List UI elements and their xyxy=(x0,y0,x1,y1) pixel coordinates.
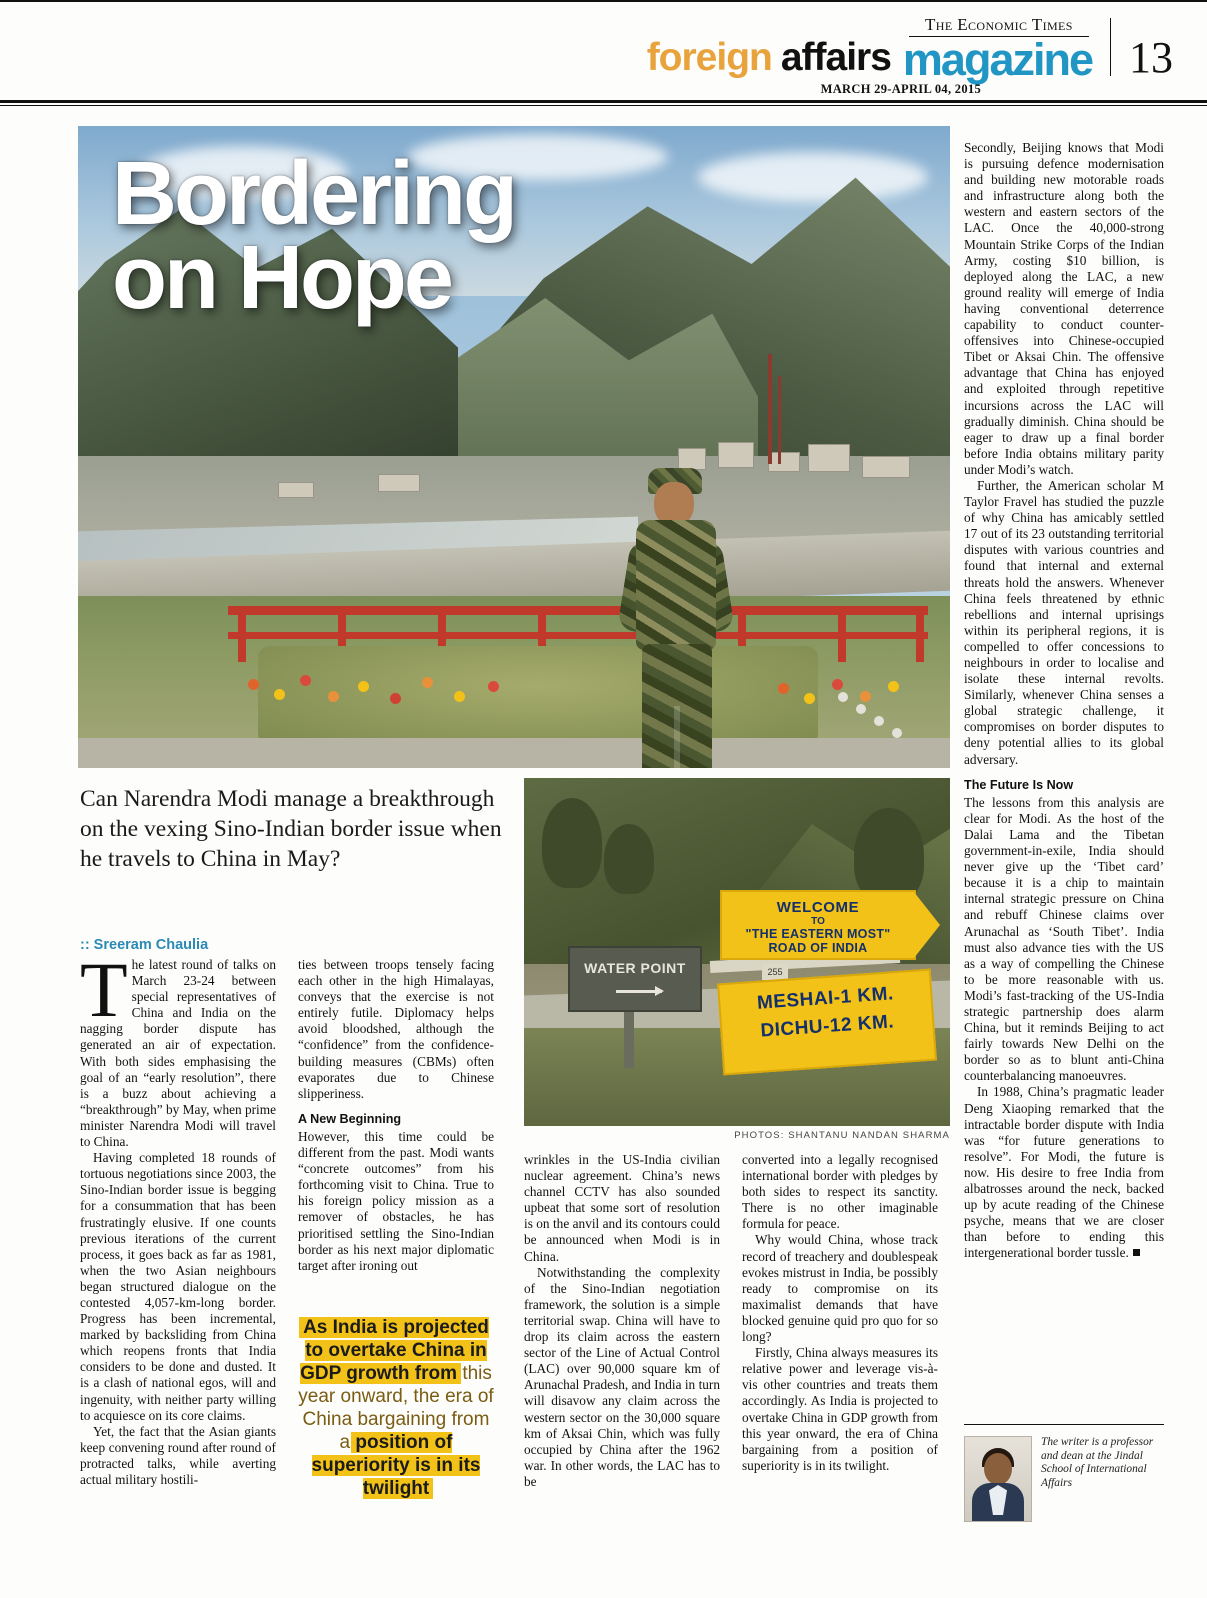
article-title xyxy=(112,144,516,328)
page-number: 13 xyxy=(1129,33,1173,82)
welcome-sign xyxy=(720,890,916,960)
paragraph: ties between troops tensely facing each other in the high Himalayas, conveys that the exercise is not entirely futile. Diplomacy helps avoid bloodshed, although the “confidence” from the confidence-building measures (CBMs) often evaporates due to Chinese slipperiness. xyxy=(298,957,494,1101)
paragraph: wrinkles in the US-India civilian nuclear agreement. China’s news channel CCTV has also sounded upbeat that some sort of resolution is on the anvil and its contours could be announced when Modi is in China. xyxy=(524,1152,720,1264)
photo-credit: PHOTOS: SHANTANU NANDAN SHARMA xyxy=(734,1130,950,1141)
body-column-2 xyxy=(298,957,494,1274)
issue-date: MARCH 29-APRIL 04, 2015 xyxy=(820,82,981,96)
building xyxy=(862,456,910,478)
subheading-a-new-beginning: A New Beginning xyxy=(298,1111,402,1126)
sign-post xyxy=(624,1008,634,1068)
subheading-the-future-is-now: The Future Is Now xyxy=(964,777,1074,792)
soldier-torso xyxy=(636,520,716,650)
masthead-logo-group xyxy=(646,15,1173,85)
end-mark xyxy=(1133,1249,1140,1256)
masthead-top-rule xyxy=(0,0,1207,2)
byline: :: Sreeram Chaulia xyxy=(80,937,209,953)
paragraph: Yet, the fact that the Asian giants keep convening round after round of protracted talks, while averting actual military hostili- xyxy=(80,1423,276,1487)
magazine-logo xyxy=(902,15,1092,85)
pull-quote xyxy=(298,1316,494,1500)
antenna-mast xyxy=(768,354,772,464)
body-column-5 xyxy=(964,140,1164,1261)
paragraph: However, this time could be different from the past. Modi wants “concrete outcomes” from his forthcoming visit to China. True to his foreign policy mission as a remover of obstacles, he has prioritised settling the Sino-Indian border as his next major diplomatic target after ironing out xyxy=(298,1128,494,1273)
drop-cap: T xyxy=(80,946,128,1033)
distance-sign-line-2: DICHU-12 KM. xyxy=(759,1011,895,1042)
welcome-sign-line-4: ROAD OF INDIA xyxy=(768,941,868,955)
building xyxy=(768,452,800,472)
section-title xyxy=(647,36,891,80)
sign-arrow-tip xyxy=(914,892,940,958)
building xyxy=(808,444,850,472)
pull-quote-highlight-1: As India is projected to overtake China in GDP growth from xyxy=(300,1317,489,1384)
publication-name: The Economic Times xyxy=(909,15,1089,37)
flower-bed xyxy=(78,671,950,731)
building xyxy=(378,474,420,492)
welcome-sign-line-3: "THE EASTERN MOST" xyxy=(745,927,891,941)
paragraph-last xyxy=(964,1084,1164,1261)
water-point-sign-text: WATER POINT xyxy=(584,960,686,976)
arrow-right-icon xyxy=(616,990,662,993)
pull-quote-plain: this year onward, the era of China bargaining from a xyxy=(298,1363,494,1453)
paragraph: Secondly, Beijing knows that Modi is pursuing defence modernisation and building new motorable roads and infrastructure along both the western and eastern sectors of the LAC. Once the 40,000-strong Mountain Strike Corps of the Indian Army, costing $10 billion, is deployed along the LAC, a new ground reality will emerge of India having conventional deterrence capability to conduct counter-offensives into Chinese-occupied Tibet or Aksai Chin. The offensive advantage that China has enjoyed and exploited through repetitive incursions across the LAC will gradually diminish. China should be eager to draw up a final border before India obtains military parity under Modi’s watch. xyxy=(964,140,1164,477)
author-box xyxy=(964,1436,1164,1522)
leg-gap xyxy=(674,706,680,768)
welcome-sign-line-1: WELCOME xyxy=(776,899,860,916)
welcome-sign-line-2: TO xyxy=(811,916,825,927)
section-title-word-1: foreign xyxy=(646,36,772,79)
paragraph: Having completed 18 rounds of tortuous negotiations since 2003, the Sino-Indian border issue is begging for a consummation that has been frustratingly elusive. If one counts previous iterations of the current process, it goes back as far as 1981, when the two Asian neighbours began structured dialogue on the contested 4,057-km-long border. Progress has been incremental, marked by backsliding from China which reopens fronts that India considers to be done and dusted. It is a clash of national egos, will and ingenuity, with neither party willing to acquiesce on its core claims. xyxy=(80,1150,276,1423)
distance-sign xyxy=(717,969,937,1076)
author-avatar xyxy=(964,1436,1032,1522)
distance-sign-line-1: MESHAI-1 KM. xyxy=(756,983,895,1014)
article-title-line-1: Bordering xyxy=(112,144,516,244)
water-point-sign xyxy=(568,946,702,1012)
pull-quote-highlight-2: position of superiority is in its twilight xyxy=(311,1432,481,1499)
body-column-4 xyxy=(742,1152,938,1474)
paragraph: The lessons from this analysis are clear for Modi. As the host of the Dalai Lama and the Tibetan government-in-exile, India should never give up the ‘Tibet card’ because it is a chip to maintain internal strategic pressure on China and rebuff Chinese claims over Arunachal as ‘South Tibet’. India must also advance ties with the US as a way of compelling the Chinese to be more reasonable with us. Modi’s fast-tracking of the US-India strategic partnership does alarm China, but it reminds Beijing to act fairly towards New Delhi on the border so as to blunt anti-China counterbalancing manoeuvres. xyxy=(964,794,1164,1084)
masthead xyxy=(0,0,1207,100)
paragraph: Why would China, whose track record of treachery and doublespeak evokes mistrust in India, be possibly ready to compromise on its maximalist demands that have blocked genuine quid pro quo for so long? xyxy=(742,1232,938,1345)
paragraph-text: In 1988, China’s pragmatic leader Deng Xiaoping remarked that the intractable border dispute with India was “for future generations to resolve”. For Modi, the future is now. His desire to free India from albatrosses around the neck, backed up by acute reading of the Chinese psyche, means that we are closer than before to ending this intergenerational border tussle. xyxy=(964,1084,1164,1261)
tree xyxy=(542,798,602,888)
paragraph: Notwithstanding the complexity of the Sino-Indian negotiation framework, the solution is a simple territorial swap. China will have to drop its claim across the eastern sector of the Line of Actual Control (LAC) over 90,000 square km of Arunachal Pradesh, and India in turn will disavow any claim across the western sector on the 30,000 square km of Aksai Chin, which was fully occupied by China after the 1962 war. In other words, the LAC has to be xyxy=(524,1264,720,1489)
paragraph: Firstly, China always measures its relative power and leverage vis-à-vis other countries and treats them accordingly. As India is projected to overtake China in GDP growth from this year onward, the era of China bargaining from a position of superiority is in its twilight. xyxy=(742,1345,938,1473)
masthead-bottom-rule xyxy=(0,100,1207,103)
paragraph: Further, the American scholar M Taylor Fravel has studied the puzzle of why China has amicably settled 17 out of its 23 outstanding territorial disputes with various countries and found that internal and external threats hold the answers. Whenever China feels threatened by ethnic rebellions and internal uprisings within its peripheral regions, it is compelled to offer concessions to neighbours in order to localise and isolate these internal revolts. Similarly, whenever China senses a global strategic challenge, it compromises on border disputes to deny potential allies to its global adversary. xyxy=(964,477,1164,767)
building xyxy=(278,482,314,498)
masthead-bottom-rule-thin xyxy=(0,105,1207,106)
article-deck: Can Narendra Modi manage a breakthrough on the vexing Sino-Indian border issue when he travels to China in May? xyxy=(80,786,502,872)
soldier-figure xyxy=(618,456,738,768)
masthead-divider xyxy=(1110,18,1111,76)
parapet-wall xyxy=(78,738,950,768)
milestone-number: 255 xyxy=(762,964,788,980)
author-note: The writer is a professor and dean at the Jindal School of International Affairs xyxy=(1041,1436,1154,1489)
tree xyxy=(604,824,654,894)
paragraph: converted into a legally recognised international border with pledges by both sides to respect its sanctity. There is no other imaginable formula for peace. xyxy=(742,1152,938,1232)
body-column-1 xyxy=(80,946,276,1488)
paragraph: he latest round of talks on March 23-24 between special representatives of China and India on the nagging border dispute has generated an air of expectation. With both sides emphasising the goal of an “early resolution”, there is a buzz about achieving a “breakthrough” by May, when prime minister Narendra Modi will travel to China. xyxy=(80,957,276,1150)
border-road-signs-photo xyxy=(524,778,950,1126)
body-column-3 xyxy=(524,1152,720,1490)
section-title-word-2: affairs xyxy=(780,36,891,79)
magazine-word: magazine xyxy=(902,34,1092,85)
antenna-mast xyxy=(778,376,781,464)
author-box-rule xyxy=(964,1424,1164,1425)
cloud-icon xyxy=(698,152,928,202)
hero-photo xyxy=(78,126,950,768)
article-title-line-2: on Hope xyxy=(112,228,451,328)
